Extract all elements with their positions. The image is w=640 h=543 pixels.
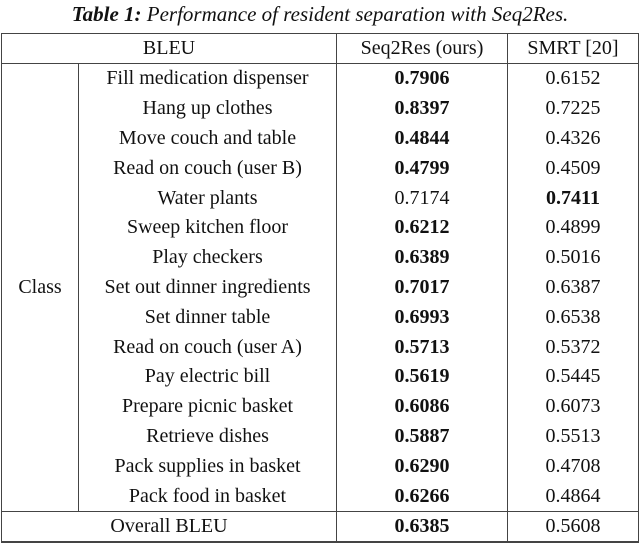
table-caption: [0, 0, 640, 32]
smrt-score: 0.5513: [508, 422, 639, 452]
task-name: Water plants: [79, 183, 337, 213]
seq2res-score: 0.6266: [337, 481, 508, 511]
task-name: Pay electric bill: [79, 362, 337, 392]
table-row: [2, 302, 639, 332]
smrt-score: 0.4899: [508, 213, 639, 243]
smrt-score: 0.5016: [508, 243, 639, 273]
table-row: [2, 451, 639, 481]
seq2res-score: 0.6086: [337, 392, 508, 422]
table-row: [2, 392, 639, 422]
smrt-score: 0.5445: [508, 362, 639, 392]
seq2res-score: 0.4799: [337, 153, 508, 183]
smrt-score: 0.4708: [508, 451, 639, 481]
table-row: [2, 124, 639, 154]
task-name: Sweep kitchen floor: [79, 213, 337, 243]
header-metric: BLEU: [2, 34, 337, 64]
overall-smrt: 0.5608: [508, 511, 639, 542]
smrt-score: 0.6073: [508, 392, 639, 422]
header-smrt: SMRT [20]: [508, 34, 639, 64]
seq2res-score: 0.7017: [337, 273, 508, 303]
seq2res-score: 0.6290: [337, 451, 508, 481]
task-name: Pack food in basket: [79, 481, 337, 511]
task-name: Retrieve dishes: [79, 422, 337, 452]
task-name: Play checkers: [79, 243, 337, 273]
task-name: Fill medication dispenser: [79, 64, 337, 94]
table-row: [2, 481, 639, 511]
overall-label: Overall BLEU: [2, 511, 337, 542]
table-row: [2, 273, 639, 303]
smrt-score: 0.4509: [508, 153, 639, 183]
table-row: [2, 362, 639, 392]
results-table: [1, 33, 639, 543]
seq2res-score: 0.6389: [337, 243, 508, 273]
task-name: Read on couch (user B): [79, 153, 337, 183]
seq2res-score: 0.6212: [337, 213, 508, 243]
table-row: [2, 183, 639, 213]
table-row: [2, 243, 639, 273]
seq2res-score: 0.8397: [337, 94, 508, 124]
seq2res-score: 0.5887: [337, 422, 508, 452]
seq2res-score: 0.7174: [337, 183, 508, 213]
header-row: [2, 34, 639, 64]
table-row: [2, 153, 639, 183]
smrt-score: 0.7411: [508, 183, 639, 213]
table-row: [2, 213, 639, 243]
overall-row: [2, 511, 639, 542]
smrt-score: 0.6152: [508, 64, 639, 94]
seq2res-score: 0.4844: [337, 124, 508, 154]
caption-text: Performance of resident separation with Seq2Res.: [146, 2, 569, 26]
table-row: [2, 332, 639, 362]
seq2res-score: 0.7906: [337, 64, 508, 94]
seq2res-score: 0.5713: [337, 332, 508, 362]
seq2res-score: 0.5619: [337, 362, 508, 392]
caption-label: Table 1:: [71, 2, 142, 26]
smrt-score: 0.5372: [508, 332, 639, 362]
seq2res-score: 0.6993: [337, 302, 508, 332]
task-name: Prepare picnic basket: [79, 392, 337, 422]
group-label-class: Class: [2, 64, 79, 512]
task-name: Set out dinner ingredients: [79, 273, 337, 303]
smrt-score: 0.4864: [508, 481, 639, 511]
task-name: Read on couch (user A): [79, 332, 337, 362]
table-row: [2, 94, 639, 124]
table-row: [2, 422, 639, 452]
smrt-score: 0.6538: [508, 302, 639, 332]
header-seq2res: Seq2Res (ours): [337, 34, 508, 64]
smrt-score: 0.7225: [508, 94, 639, 124]
smrt-score: 0.4326: [508, 124, 639, 154]
task-name: Pack supplies in basket: [79, 451, 337, 481]
overall-seq2res: 0.6385: [337, 511, 508, 542]
table-row: [2, 64, 639, 94]
task-name: Hang up clothes: [79, 94, 337, 124]
task-name: Move couch and table: [79, 124, 337, 154]
smrt-score: 0.6387: [508, 273, 639, 303]
task-name: Set dinner table: [79, 302, 337, 332]
